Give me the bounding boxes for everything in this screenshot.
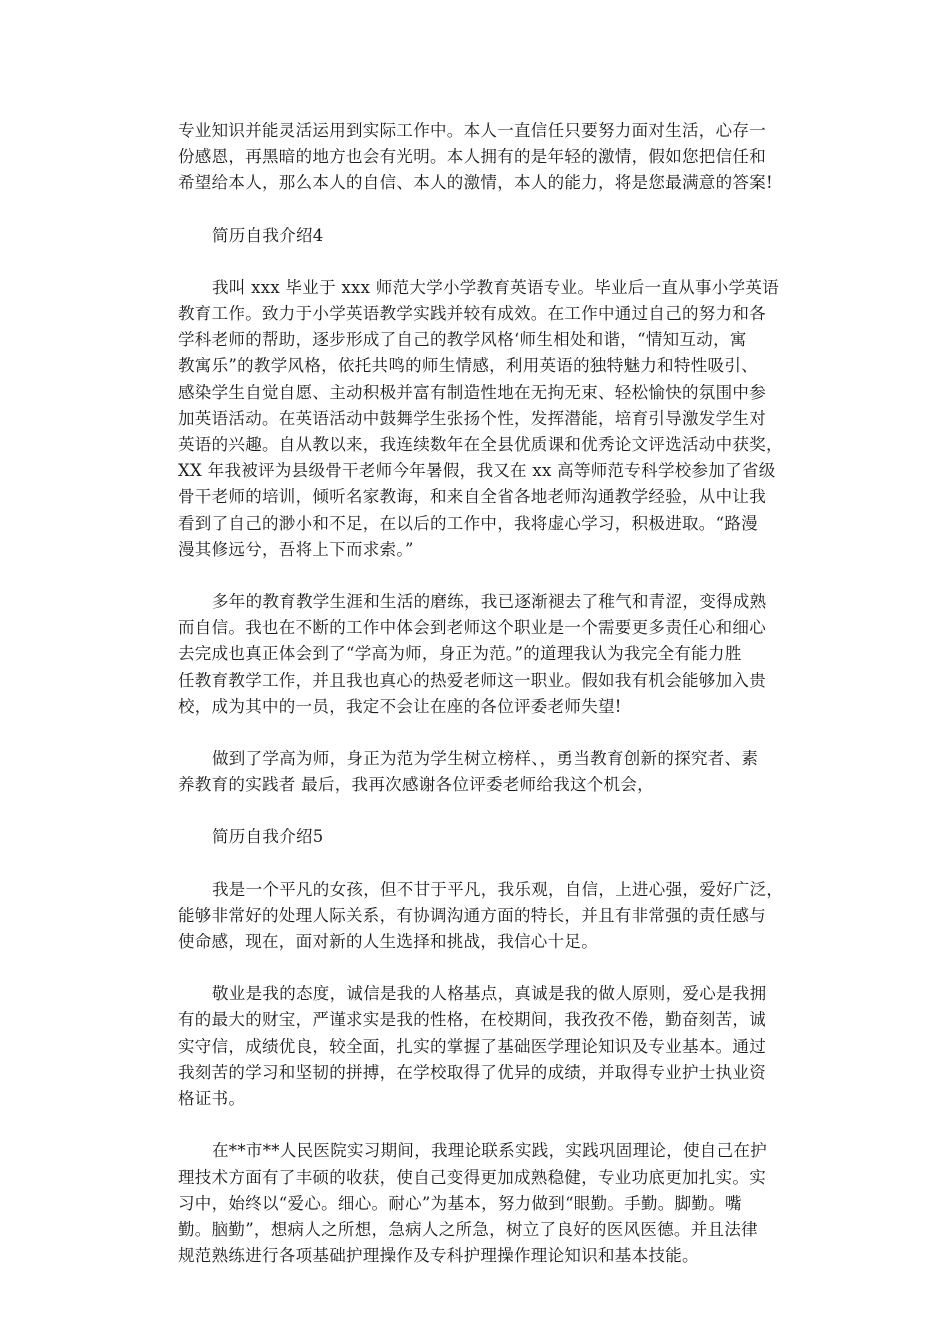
- text-line: 多年的教育教学生涯和生活的磨练，我已逐渐褪去了稚气和青涩，变得成熟: [212, 592, 767, 612]
- text-line: 我刻苦的学习和坚韧的拼搏，在学校取得了优异的成绩，并取得专业护士执业资: [178, 1062, 766, 1082]
- text-line: 去完成也真正体会到了“学高为师，身正为范。”的道理我认为我完全有能力胜: [178, 644, 742, 664]
- text-line: 校，成为其中的一员，我定不会让在座的各位评委老师失望!: [178, 696, 622, 716]
- text-line: 任教育教学工作，并且我也真心的热爱老师这一职业。假如我有机会能够加入贵: [178, 670, 766, 690]
- text-line: 我叫 xxx 毕业于 xxx 师范大学小学教育英语专业。毕业后一直从事小学英语: [212, 277, 780, 297]
- text-line: 理技术方面有了丰硕的收获，使自己变得更加成熟稳健，专业功底更加扎实。实: [178, 1167, 766, 1187]
- text-line: 做到了学高为师，身正为范为学生树立榜样、，勇当教育创新的探究者、素: [212, 749, 759, 769]
- text-line: 实守信，成绩优良，较全面，扎实的掌握了基础医学理论知识及专业基本。通过: [178, 1036, 766, 1056]
- text-line: 我是一个平凡的女孩，但不甘于平凡，我乐观，自信，上进心强，爱好广泛，: [212, 879, 784, 899]
- text-line: 而自信。我也在不断的工作中体会到老师这个职业是一个需要更多责任心和细心: [178, 618, 766, 638]
- text-line: 感染学生自觉自愿、主动积极并富有制造性地在无拘无束、轻松愉快的氛围中参: [178, 382, 766, 402]
- text-line: 漫其修远兮，吾将上下而求索。”: [178, 539, 414, 559]
- text-line: 加英语活动。在英语活动中鼓舞学生张扬个性，发挥潜能，培育引导激发学生对: [178, 408, 766, 428]
- text-line: 希望给本人，那么本人的自信、本人的激情，本人的能力，将是您最满意的答案!: [178, 173, 773, 193]
- text-line: 有的最大的财宝，严谨求实是我的性格，在校期间，我孜孜不倦，勤奋刻苦，诚: [178, 1010, 766, 1030]
- text-line: 能够非常好的处理人际关系，有协调沟通方面的特长，并且有非常强的责任感与: [178, 905, 766, 925]
- text-line: 养教育的实践者 最后，我再次感谢各位评委老师给我这个机会，: [178, 775, 654, 795]
- text-line: 英语的兴趣。自从教以来，我连续数年在全县优质课和优秀论文评选活动中获奖，: [178, 435, 783, 455]
- text-line: 份感恩，再黑暗的地方也会有光明。本人拥有的是年轻的激情，假如您把信任和: [178, 147, 766, 167]
- paragraph-intro-continued: [178, 118, 776, 197]
- text-line: 格证书。: [178, 1089, 246, 1109]
- text-line: 在**市**人民医院实习期间，我理论联系实践，实践巩固理论，使自己在护: [212, 1141, 767, 1161]
- document-page: [178, 118, 784, 1295]
- section-heading-4: 简历自我介绍4: [212, 225, 324, 245]
- text-line: 学科老师的帮助，逐步形成了自己的教学风格‘师生相处和谐，“情知互动，寓: [178, 330, 747, 350]
- text-line: 看到了自己的渺小和不足，在以后的工作中，我将虚心学习，积极进取。“路漫: [178, 513, 758, 533]
- text-line: 习中，始终以“爱心。细心。耐心”为基本，努力做到“眼勤。手勤。脚勤。嘴: [178, 1193, 742, 1213]
- text-line: 敬业是我的态度，诚信是我的人格基点，真诚是我的做人原则，爱心是我拥: [212, 984, 767, 1004]
- text-line: 规范熟练进行各项基础护理操作及专科护理操作理论知识和基本技能。: [178, 1246, 699, 1266]
- paragraph-self-intro-4: [178, 275, 783, 563]
- paragraph-attitude: [178, 981, 776, 1112]
- text-line: 专业知识并能灵活运用到实际工作中。本人一直信任只要努力面对生活，心存一: [178, 121, 766, 140]
- section-heading-5: 简历自我介绍5: [212, 827, 324, 847]
- text-line: 骨干老师的培训，倾听名家教诲，和来自全省各地老师沟通教学经验，从中让我: [178, 487, 766, 507]
- paragraph-closing-4: [178, 746, 776, 798]
- text-line: 勤。脑勤”，想病人之所想，急病人之所急，树立了良好的医风医德。并且法律: [178, 1219, 758, 1239]
- paragraph-self-intro-5: [178, 877, 784, 956]
- text-line: 使命感，现在，面对新的人生选择和挑战，我信心十足。: [178, 932, 598, 952]
- paragraph-internship: [178, 1138, 776, 1269]
- text-line: XX 年我被评为县级骨干老师今年暑假，我又在 xx 高等师范专科学校参加了省级: [178, 461, 776, 481]
- paragraph-experience: [178, 589, 776, 720]
- text-line: 教育工作。致力于小学英语教学实践并较有成效。在工作中通过自己的努力和各: [178, 304, 766, 324]
- text-line: 教寓乐”的教学风格，依托共鸣的师生情感，利用英语的独特魅力和特性吸引、: [178, 356, 758, 376]
